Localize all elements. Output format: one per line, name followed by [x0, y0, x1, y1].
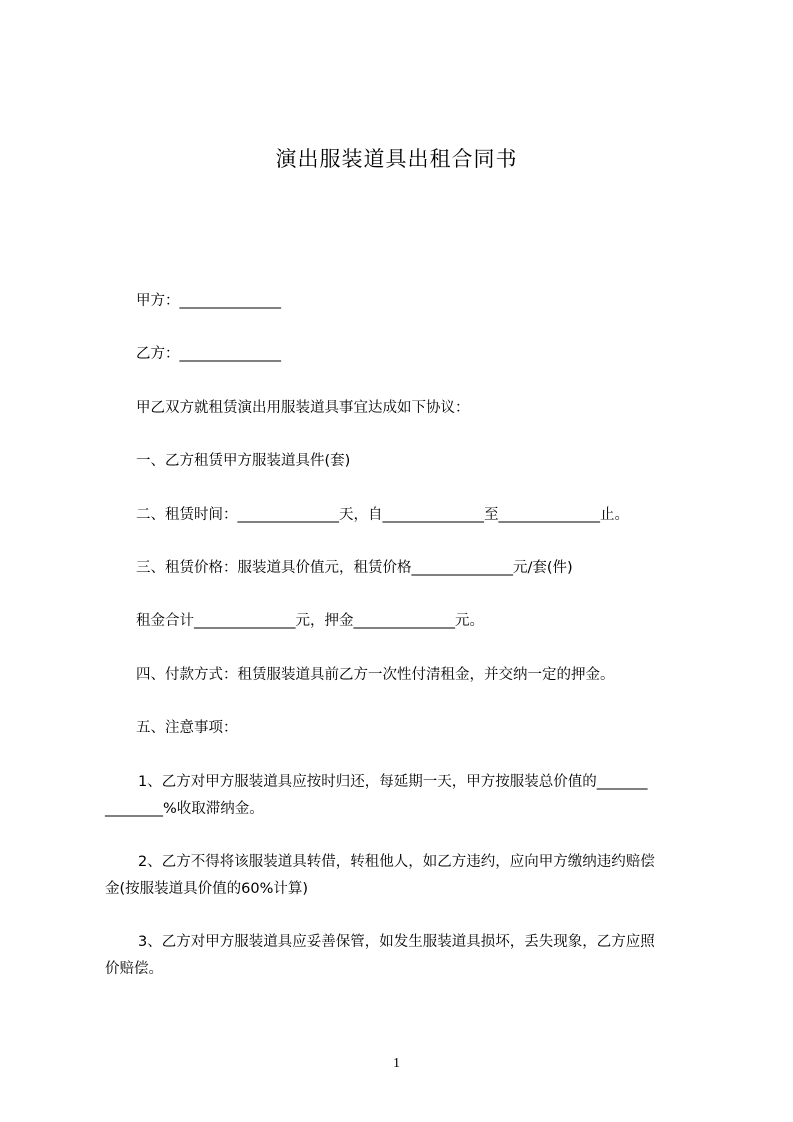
clause-4-payment: 四、付款方式：租赁服装道具前乙方一次性付清租金，并交纳一定的押金。 [136, 667, 615, 683]
clause-5-notes-heading: 五、注意事项： [136, 720, 238, 736]
clause-1: 一、乙方租赁甲方服装道具件(套) [136, 453, 351, 469]
agreement-intro: 甲乙双方就租赁演出用服装道具事宜达成如下协议： [136, 400, 470, 416]
party-a-line: 甲方：______________ [136, 293, 281, 309]
note-1-line-1: 1、乙方对甲方服装道具应按时归还，每延期一天，甲方按服装总价值的_______ [138, 774, 648, 790]
clause-3-rental-price: 三、租赁价格：服装道具价值元，租赁价格______________元/套(件) [136, 560, 573, 576]
note-2-line-2: 金(按服装道具价值的60%计算) [105, 881, 309, 897]
clause-2-rental-period: 二、租赁时间：______________天，自______________至______________止。 [136, 507, 629, 523]
note-3-line-2: 价赔偿。 [105, 961, 163, 977]
document-title: 演出服装道具出租合同书 [275, 147, 518, 171]
rent-total-deposit: 租金合计______________元，押金______________元。 [136, 613, 484, 629]
note-2-line-1: 2、乙方不得将该服装道具转借，转租他人，如乙方违约，应向甲方缴纳违约赔偿 [138, 854, 655, 870]
note-1-line-2: ________%收取滞纳金。 [105, 801, 264, 817]
page-number: 1 [393, 1056, 400, 1071]
party-b-line: 乙方：______________ [136, 346, 281, 362]
note-3-line-1: 3、乙方对甲方服装道具应妥善保管，如发生服装道具损坏，丢失现象，乙方应照 [138, 934, 655, 950]
